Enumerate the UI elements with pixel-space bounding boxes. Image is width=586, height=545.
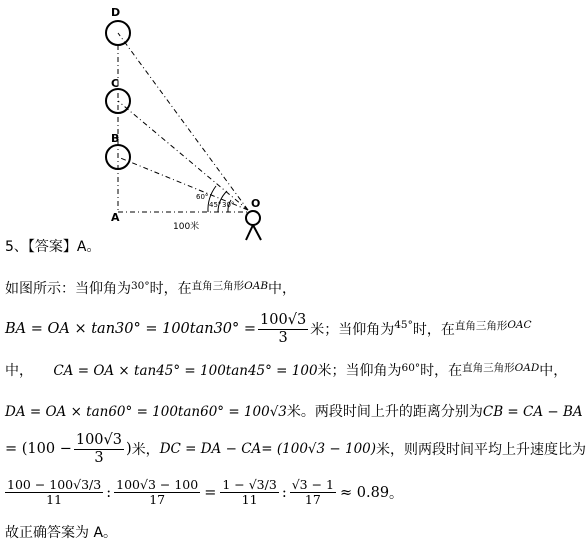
final-answer: 故正确答案为 A。 (5, 525, 118, 541)
solution-line-4: DA = OA × tan60° = 100tan60° = 100√3米。两段时间上升的距离分别为CB = CA − BA (5, 404, 583, 420)
label-a: A (111, 211, 120, 224)
ratio-result: ≈ 0.89 (340, 484, 390, 501)
sight-line-oc (118, 101, 248, 210)
solution-line-1: 如图所示：当仰角为$^{30^\circ}$时，在$^{直角三角形OAB}$中， (5, 280, 297, 297)
balloon-figure (0, 0, 552, 245)
label-o: O (251, 197, 261, 210)
solution-line-2: BA = OA × tan30° = 100tan30° = $\frac{100√3}{3}$ 米；当仰角为 45° 时，在 直角三角形 OAC (5, 312, 532, 346)
ratio-fraction-4: $\frac{√3 - 1}{17}$ (291, 477, 334, 508)
angle-label-45: 45° (209, 201, 222, 209)
ratio-fraction-3: $\frac{1 - √3/3}{11}$ (222, 477, 277, 508)
solution-line-6: $\frac{100 - 100√3/3}{11}$ : $\frac{100√3 - 100}{17}$ = $\frac{1 - √3/3}{11}$ : $\frac{√3 - 1}{17}$ ≈ 0.89 。 (7, 477, 404, 508)
ratio-fraction-1: $\frac{100 - 100√3/3}{11}$ (7, 477, 102, 508)
sight-line-od (118, 33, 248, 210)
label-c: C (111, 77, 120, 90)
angle-label-30: 30° (222, 201, 235, 209)
solution-line-5: = (100 − $\frac{100√3}{3}$ ) 米， DC = DA − CA= (100√3 − 100) 米，则两段时间平均上升速度比为 (5, 432, 586, 466)
fraction-100root3-over-3-b: $\frac{100√3}{3}$ (75, 432, 123, 466)
solution-line-3: 中， CA = OA × tan45° = 100tan45° = 100米；当仰角为$^{60^\circ}$时，在$^{直角三角形OAD}$中， (5, 362, 568, 379)
person-head (246, 211, 260, 225)
angle-label-60: 60° (196, 193, 209, 201)
person-leg-right (253, 225, 261, 240)
distance-label: 100米 (173, 222, 200, 232)
fraction-100root3-over-3: $\frac{100√3}{3}$ (260, 312, 307, 346)
label-d: D (111, 6, 121, 19)
ratio-fraction-2: $\frac{100√3 - 100}{17}$ (116, 477, 199, 508)
person-leg-left (246, 225, 253, 240)
answer-header: 5、【答案】A。 (5, 239, 101, 255)
label-b: B (111, 132, 120, 145)
